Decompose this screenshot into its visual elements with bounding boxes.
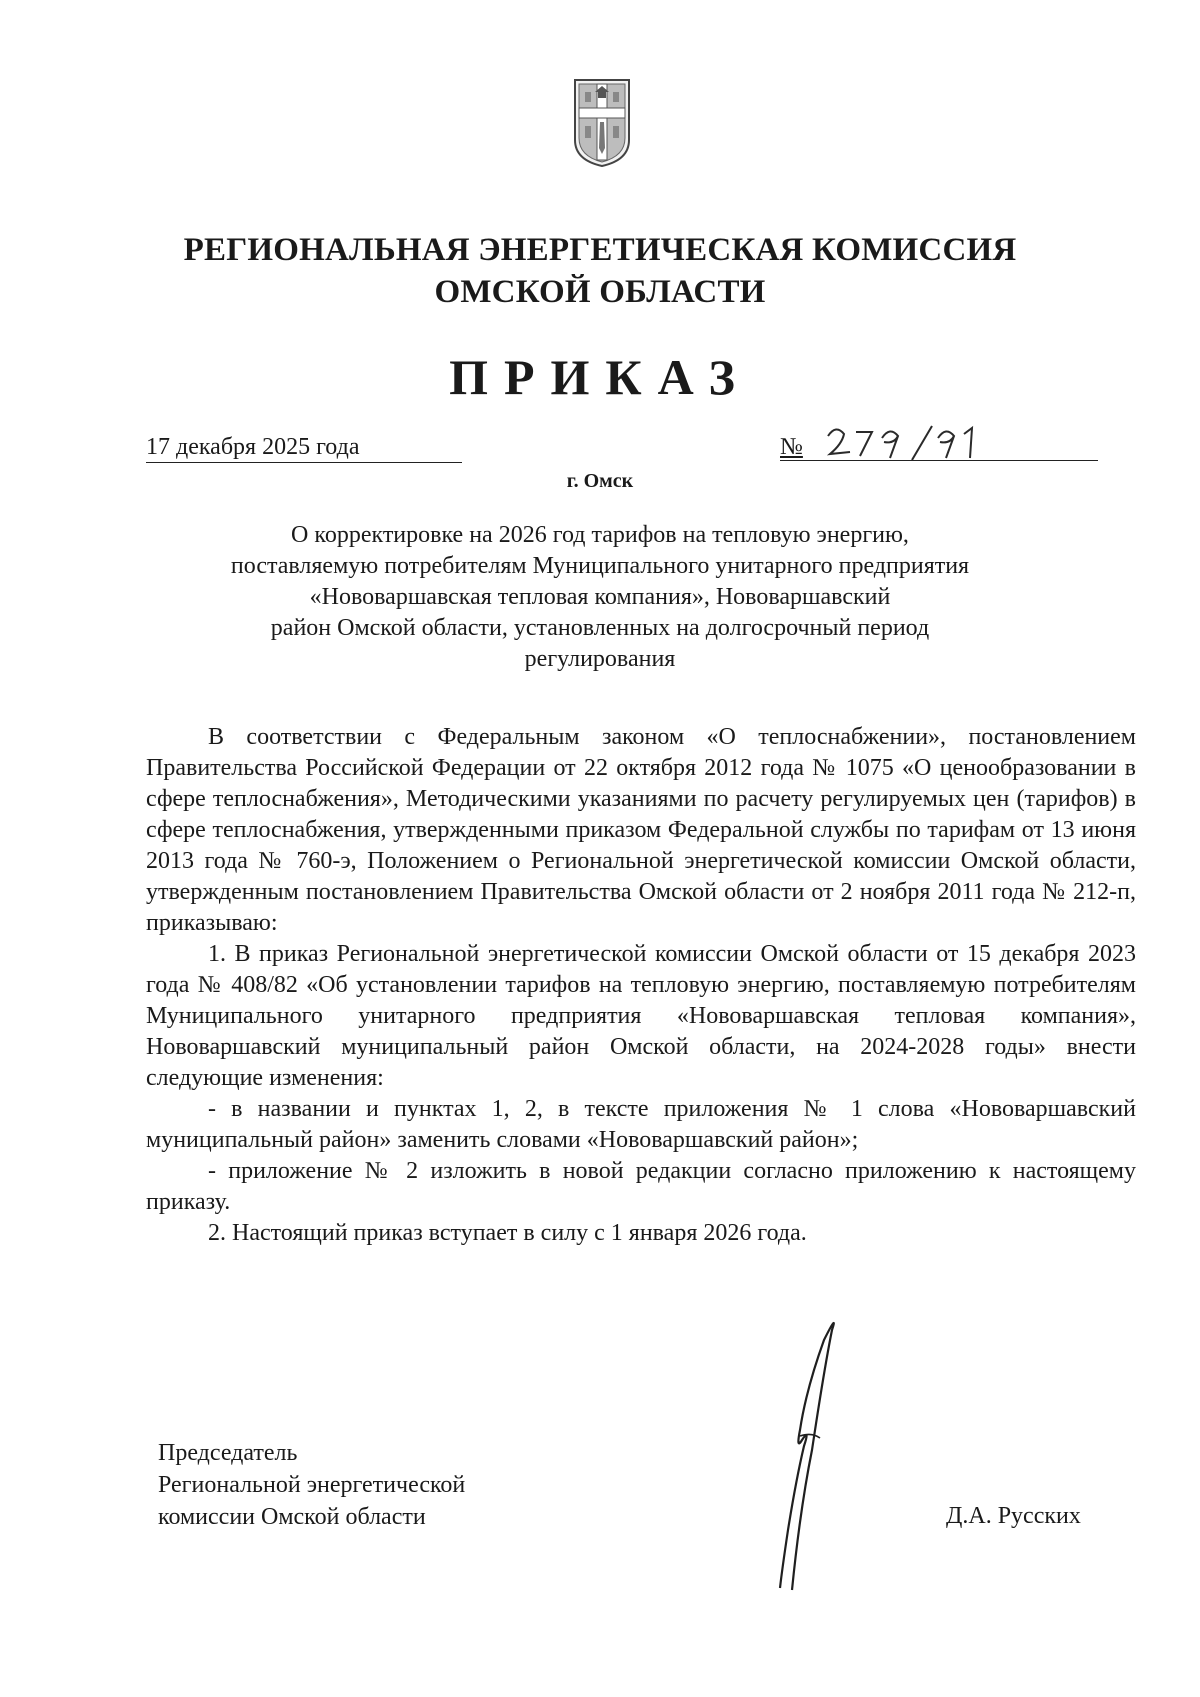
position-line: Председатель	[158, 1440, 298, 1466]
heading-line: О корректировке на 2026 год тарифов на тепловую энергию,	[291, 522, 909, 548]
item-2-paragraph: 2. Настоящий приказ вступает в силу с 1 января 2026 года.	[208, 1220, 807, 1246]
city-label: г. Омск	[566, 470, 634, 492]
signatory-name: Д.А. Русских	[946, 1503, 1081, 1529]
item-1-paragraph: 1. В приказ Региональной энергетической комиссии Омской области от 15 декабря 2023 года № 408/82 «Об установлении тарифов на тепловую энергию, поставляемую потребителям Муниципального унитарного предприятия «Нововаршавская тепловая компания», Нововаршавский муниципальный район Омской области, на 2024-2028 годы» внести следующие изменения:	[146, 941, 1136, 1091]
coat-of-arms-icon	[573, 78, 631, 168]
preamble-paragraph: В соответствии с Федеральным законом «О теплоснабжении», постановлением Правительства Российской Федерации от 22 октября 2012 года № 1075 «О ценообразовании в сфере теплоснабжения», Методическими указаниями по расчету регулируемых цен (тарифов) в сфере теплоснабжения, утвержденными приказом Федеральной службы по тарифам от 13 июня 2013 года № 760-э, Положением о Региональной энергетической комиссии Омской области, утвержденным постановлением Правительства Омской области от 2 ноября 2011 года № 212-п, приказываю:	[146, 724, 1136, 936]
order-number-label: №	[780, 434, 803, 460]
signatory-position	[158, 1437, 465, 1533]
order-date: 17 декабря 2025 года	[146, 432, 462, 463]
heading-line: район Омской области, установленных на долгосрочный период	[270, 615, 930, 641]
position-line: комиссии Омской области	[158, 1504, 426, 1530]
organization-name-line2: ОМСКОЙ ОБЛАСТИ	[434, 274, 766, 310]
item-1-subitem-1: - в названии и пунктах 1, 2, в тексте приложения № 1 слова «Нововаршавский муниципальный район» заменить словами «Нововаршавский район»;	[146, 1096, 1136, 1153]
position-line: Региональной энергетической	[158, 1472, 466, 1498]
order-subject-heading	[180, 520, 1020, 675]
heading-line: поставляемую потребителям Муниципального унитарного предприятия	[230, 553, 970, 579]
handwritten-order-number	[820, 420, 990, 464]
heading-line: «Нововаршавская тепловая компания», Нововаршавский	[309, 584, 891, 610]
item-1-subitem-2: - приложение № 2 изложить в новой редакции согласно приложению к настоящему приказу.	[146, 1158, 1136, 1215]
organization-name-line1: РЕГИОНАЛЬНАЯ ЭНЕРГЕТИЧЕСКАЯ КОМИССИЯ	[183, 232, 1017, 268]
handwritten-signature	[740, 1310, 860, 1600]
document-type-title: ПРИКАЗ	[449, 349, 751, 405]
order-body	[146, 722, 1136, 1249]
heading-line: регулирования	[524, 646, 676, 672]
